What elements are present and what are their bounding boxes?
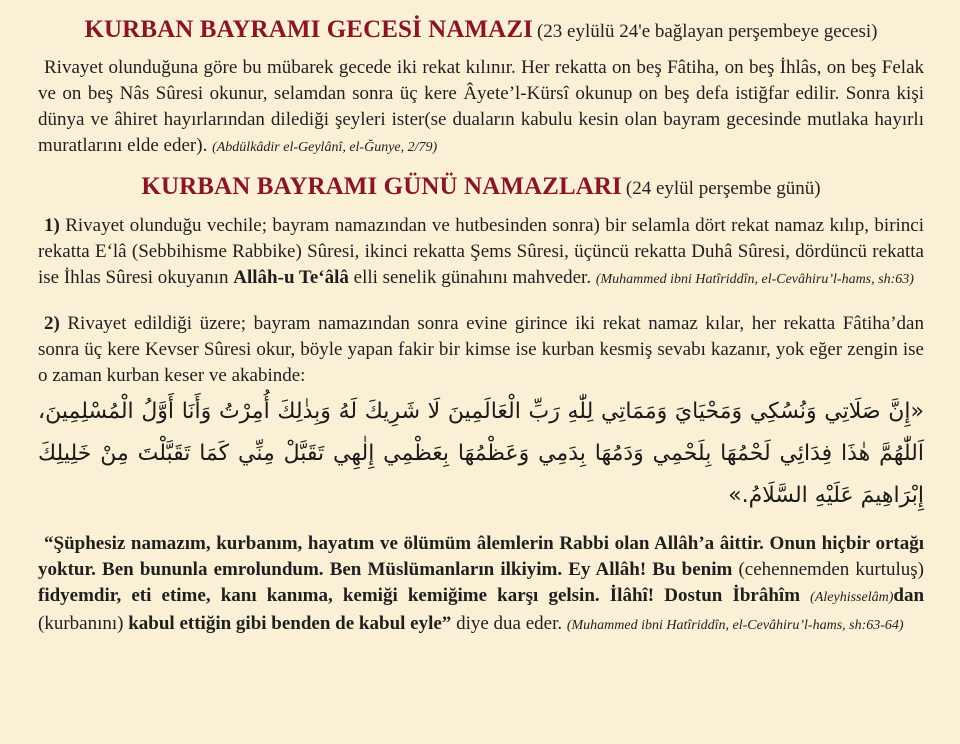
arabic-prayer: «إِنَّ صَلَاتِي وَنُسُكِي وَمَحْيَايَ وَمَمَاتِي لِلّٰهِ رَبِّ الْعَالَمِينَ لَا شَرِيكَ لَهُ وَبِذٰلِكَ أُمِرْتُ وَأَنَا أَوَّلُ الْمُسْلِمِينَ، اَللّٰهُمَّ هٰذَا فِدَائِي لَحْمُهَا بِلَحْمِي وَدَمُهَا بِدَمِي وَعَظْمُهَا بِعَظْمِي إِلٰهِي تَقَبَّلْ مِنِّي كَمَا تَقَبَّلْتَ مِنْ خَلِيلِكَ إِبْرَاهِيمَ عَلَيْهِ السَّلَامُ.» (38, 398, 924, 508)
heading-bayram-gecesi (38, 14, 924, 45)
source-citation: (Abdülkâdir el-Geylânî, el-Ğunye, 2/79) (212, 140, 438, 156)
heading-bayram-gunu (38, 171, 924, 202)
paragraph-text-end: elli senelik günahını mahveder. (353, 266, 592, 288)
translation-italic: (Aleyhisselâm) (810, 589, 894, 605)
paragraph-namaz-1 (38, 213, 924, 293)
paragraph-gece-namazi (38, 55, 924, 161)
translation-bold-1: “Şüphesiz namazım, kurbanım, hayatım ve ölümüm âlemlerin Rabbi olan Allâh’a âittir. Onun hiçbir ortağı yoktur. Ben bununla emrolundum. Ben Müslümanların ilkiyim. Ey Allâh! Bu benim (38, 532, 924, 580)
item-number: 1) (44, 214, 60, 236)
prayer-translation (38, 531, 924, 639)
paragraph-text: Rivayet edildiği üzere; bayram namazından sonra evine girince iki rekat namaz kılar, her rekatta Fâtiha’dan sonra üç kere Kevser Sûresi okur, böyle yapan fakir bir kimse ise kurban kesmiş sevabı kazanır, yok eğer zengin ise o zaman kurban keser ve akabinde: (38, 312, 924, 386)
paragraph-namaz-2 (38, 311, 924, 389)
source-citation: (Muhammed ibni Hatîriddîn, el-Cevâhiru’l-hams, sh:63) (595, 271, 914, 287)
item-number: 2) (44, 312, 60, 334)
translation-bold-4: kabul ettiğin gibi benden de kabul eyle” (128, 612, 452, 634)
heading-title: KURBAN BAYRAMI GECESİ NAMAZI (84, 16, 533, 43)
heading-date: (24 eylül perşembe günü) (625, 178, 821, 200)
translation-bold-2: fidyemdir, eti etime, kanı kanıma, kemiği kemiğime karşı gelsin. İlâhî! Dostun İbrâhîm (38, 584, 801, 606)
translation-normal-3: diye dua eder. (456, 612, 563, 634)
paragraph-text: Rivayet olunduğuna göre bu mübarek gecede iki rekat kılınır. Her rekatta on beş Fâtiha, on beş İhlâs, on beş Felak ve on beş Nâs Sûresi okunur, selamdan sonra üç kere Âyete’l-Kürsî okunup on beş defa istiğfar edilir. Sonra kişi dünya ve âhiret hayırlarından dilediği şeyleri ister(se duaların kabulu kesin olan bayram gecesinde mutlaka hayırlı muratlarını elde eder). (38, 57, 924, 157)
source-citation: (Muhammed ibni Hatîriddîn, el-Cevâhiru’l-hams, sh:63-64) (566, 617, 904, 633)
bold-phrase: Allâh-u Te‘âlâ (233, 266, 349, 288)
paragraph-text: Rivayet olunduğu vechile; bayram namazından ve hutbesinden sonra) bir selamla dört rekat namaz kılıp, birinci rekatta E‘lâ (Sebbihisme Rabbike) Sûresi, ikinci rekatta Şems Sûresi, üçüncü rekatta Duhâ Sûresi, dördüncü rekatta ise İhlas Sûresi okuyanın (38, 214, 925, 288)
translation-bold-3: dan (893, 584, 925, 606)
heading-date: (23 eylülü 24'e bağlayan perşembeye gecesi) (536, 21, 878, 42)
translation-normal-1: (cehennemden kurtuluş) (738, 558, 924, 580)
heading-title: KURBAN BAYRAMI GÜNÜ NAMAZLARI (141, 173, 622, 201)
translation-normal-2: (kurbanını) (38, 612, 124, 634)
